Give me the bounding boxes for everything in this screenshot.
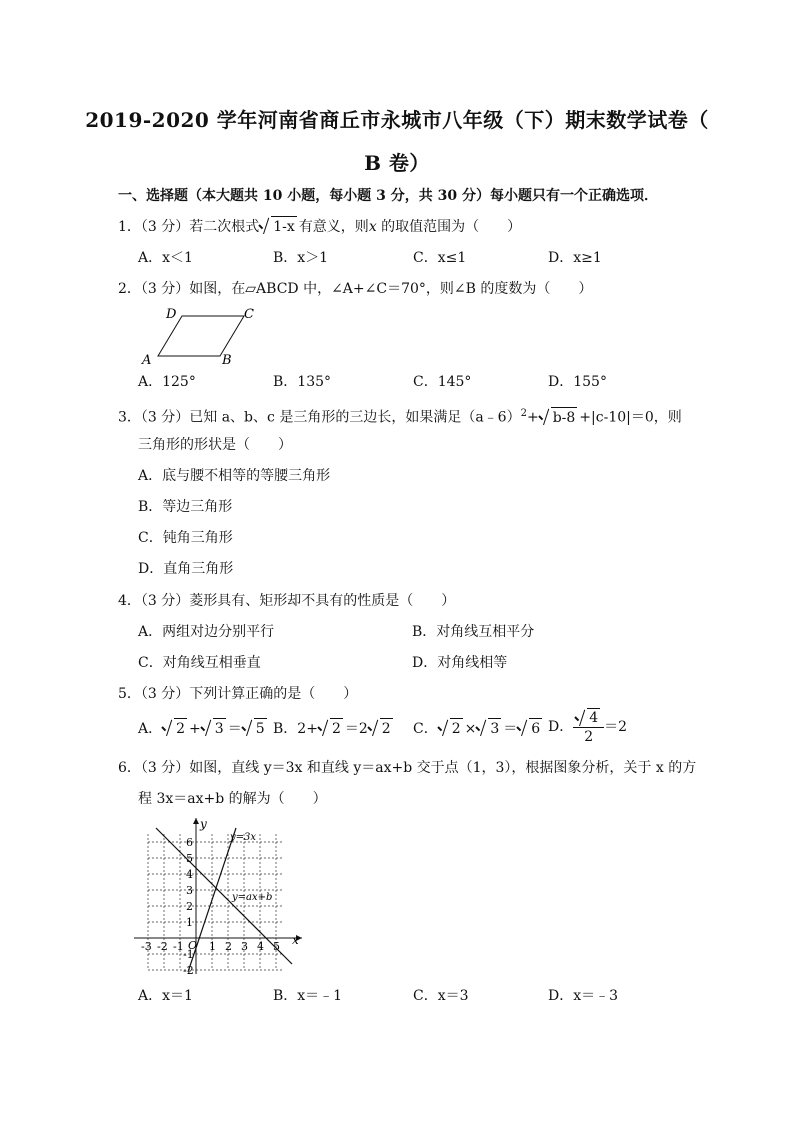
exam-title-line1: 2019-2020 学年河南省商丘市永城市八年级（下）期末数学试卷（ <box>85 108 709 132</box>
q6-y-arrow <box>193 818 199 824</box>
q5-a-label: A． <box>138 721 163 737</box>
q2-label-d: D <box>166 307 177 322</box>
q5-b-rad1: 2 <box>318 718 343 739</box>
q6-option-b: B．x＝﹣1 <box>273 988 343 1004</box>
q5-b-rad2: 2 <box>368 718 393 739</box>
q3-text-b: + <box>526 409 539 426</box>
q1-suffix-b: 的取值范围为（ ） <box>376 219 522 235</box>
q4-option-b: B．对角线互相平分 <box>412 624 535 640</box>
q5-d-rad: 4 <box>575 708 600 727</box>
q5-b-label: B． <box>273 721 298 737</box>
q5-c-rad3: 6 <box>517 718 542 739</box>
q6-origin-label: O <box>188 939 198 952</box>
q1-option-d: D．x≥1 <box>548 250 602 266</box>
q6-x-tick-label: 3 <box>241 940 248 953</box>
question-2: 2．（3 分）如图，在▱ABCD 中，∠A+∠C＝70°，则∠B 的度数为（ ） <box>118 281 593 297</box>
question-3 <box>118 404 682 428</box>
q3-option-c: C．钝角三角形 <box>138 530 233 546</box>
q6-y-tick-label: 1 <box>186 916 193 929</box>
q6-y-tick-label: 5 <box>186 852 193 865</box>
q1-prefix: 1．（3 分）若二次根式 <box>118 219 260 235</box>
q1-option-a: A．x＜1 <box>138 250 193 266</box>
q6-option-a: A．x＝1 <box>138 988 193 1004</box>
q5-option-d: D． $\frac{4}{2}$ ＝2 <box>548 710 628 745</box>
q5-a-rad3: 5 <box>242 718 267 739</box>
q3-sup: 2 <box>520 408 527 419</box>
q6-y-tick-label: 2 <box>186 900 193 913</box>
q4-option-a: A．两组对边分别平行 <box>138 624 275 640</box>
q2-parallelogram <box>158 316 244 356</box>
q3-option-d: D．直角三角形 <box>138 561 234 577</box>
q3-radical <box>539 407 578 428</box>
exam-title-line2: B 卷） <box>364 151 430 175</box>
q5-a-rad1: 2 <box>162 718 187 739</box>
q6-x-tick-label: -2 <box>157 940 168 953</box>
q1-suffix-a: 有意义，则 <box>298 219 369 235</box>
q5-option-a: A． 2 + 3 ＝ 5 <box>138 718 269 739</box>
q5-c-rad1: 2 <box>438 718 463 739</box>
q6-y-tick-label: -1 <box>183 948 194 961</box>
q6-x-tick-label: 4 <box>257 940 264 953</box>
q3-text-c: +|c-10|＝0，则 <box>579 409 682 426</box>
q5-c-rad2: 3 <box>476 718 501 739</box>
q4-option-c: C．对角线互相垂直 <box>138 655 261 671</box>
q6-line2-label: y=ax+b <box>232 892 273 903</box>
q1-radicand: 1-x <box>271 216 297 237</box>
question-6-line1: 6．（3 分）如图，直线 y＝3x 和直线 y＝ax+b 交于点（1，3），根据图象分析，关于 x 的方 <box>118 760 697 776</box>
q3-option-a: A．底与腰不相等的等腰三角形 <box>138 468 331 484</box>
q6-x-tick-label: -1 <box>173 940 184 953</box>
q1-option-c: C．x≤1 <box>413 250 467 266</box>
question-3-line2: 三角形的形状是（ ） <box>138 437 292 453</box>
q6-x-tick-label: 1 <box>209 940 216 953</box>
q6-x-tick-label: 5 <box>273 940 280 953</box>
q5-d-fraction: $\frac{4}{2}$ <box>573 708 604 746</box>
q6-y-tick-label: 4 <box>186 868 193 881</box>
q5-c-label: C． <box>413 721 438 737</box>
q6-x-tick-label: -3 <box>141 940 152 953</box>
q6-y-tick-label: 3 <box>186 884 193 897</box>
q1-radical <box>259 216 297 237</box>
q2-option-a: A．125° <box>138 374 196 390</box>
q4-option-d: D．对角线相等 <box>412 655 508 671</box>
question-4: 4．（3 分）菱形具有、矩形却不具有的性质是（ ） <box>118 593 456 609</box>
question-1 <box>118 216 521 237</box>
q1-option-b: B．x＞1 <box>273 250 329 266</box>
question-6-line2: 程 3x＝ax+b 的解为（ ） <box>138 791 327 807</box>
q5-d-label: D． <box>548 719 574 735</box>
q2-parallelogram-figure <box>138 304 268 368</box>
q2-option-b: B．135° <box>273 374 332 390</box>
q2-option-d: D．155° <box>548 374 607 390</box>
q6-y-label: y <box>200 817 207 831</box>
q1-var: x <box>368 219 377 235</box>
q6-x-ticks <box>141 940 280 953</box>
q3-text-a: 3．（3 分）已知 a、b、c 是三角形的三边长，如果满足（a﹣6） <box>118 409 521 426</box>
q2-label-a: A <box>142 353 152 368</box>
question-5: 5．（3 分）下列计算正确的是（ ） <box>118 686 358 702</box>
q6-y-tick-label: 6 <box>186 836 193 849</box>
q6-line1-label: y=3x <box>230 832 257 843</box>
q5-a-rad2: 3 <box>201 718 226 739</box>
q6-graph <box>134 814 309 979</box>
q5-option-c: C． 2 × 3 ＝ 6 <box>413 718 544 739</box>
q3-option-b: B．等边三角形 <box>138 499 233 515</box>
q6-option-d: D．x＝﹣3 <box>548 988 619 1004</box>
section-heading: 一、选择题（本大题共 10 小题，每小题 3 分，共 30 分）每小题只有一个正确选项． <box>118 188 658 204</box>
q6-x-tick-label: 2 <box>225 940 232 953</box>
q6-x-label: x <box>292 933 299 947</box>
q3-radicand: b-8 <box>551 407 578 428</box>
q6-y-tick-label: -2 <box>183 964 194 977</box>
q6-option-c: C．x＝3 <box>413 988 469 1004</box>
q2-label-b: B <box>222 353 232 368</box>
q2-label-c: C <box>244 307 254 322</box>
q2-option-c: C．145° <box>413 374 472 390</box>
q5-option-b: B．2+ 2 ＝2 2 <box>273 718 395 739</box>
